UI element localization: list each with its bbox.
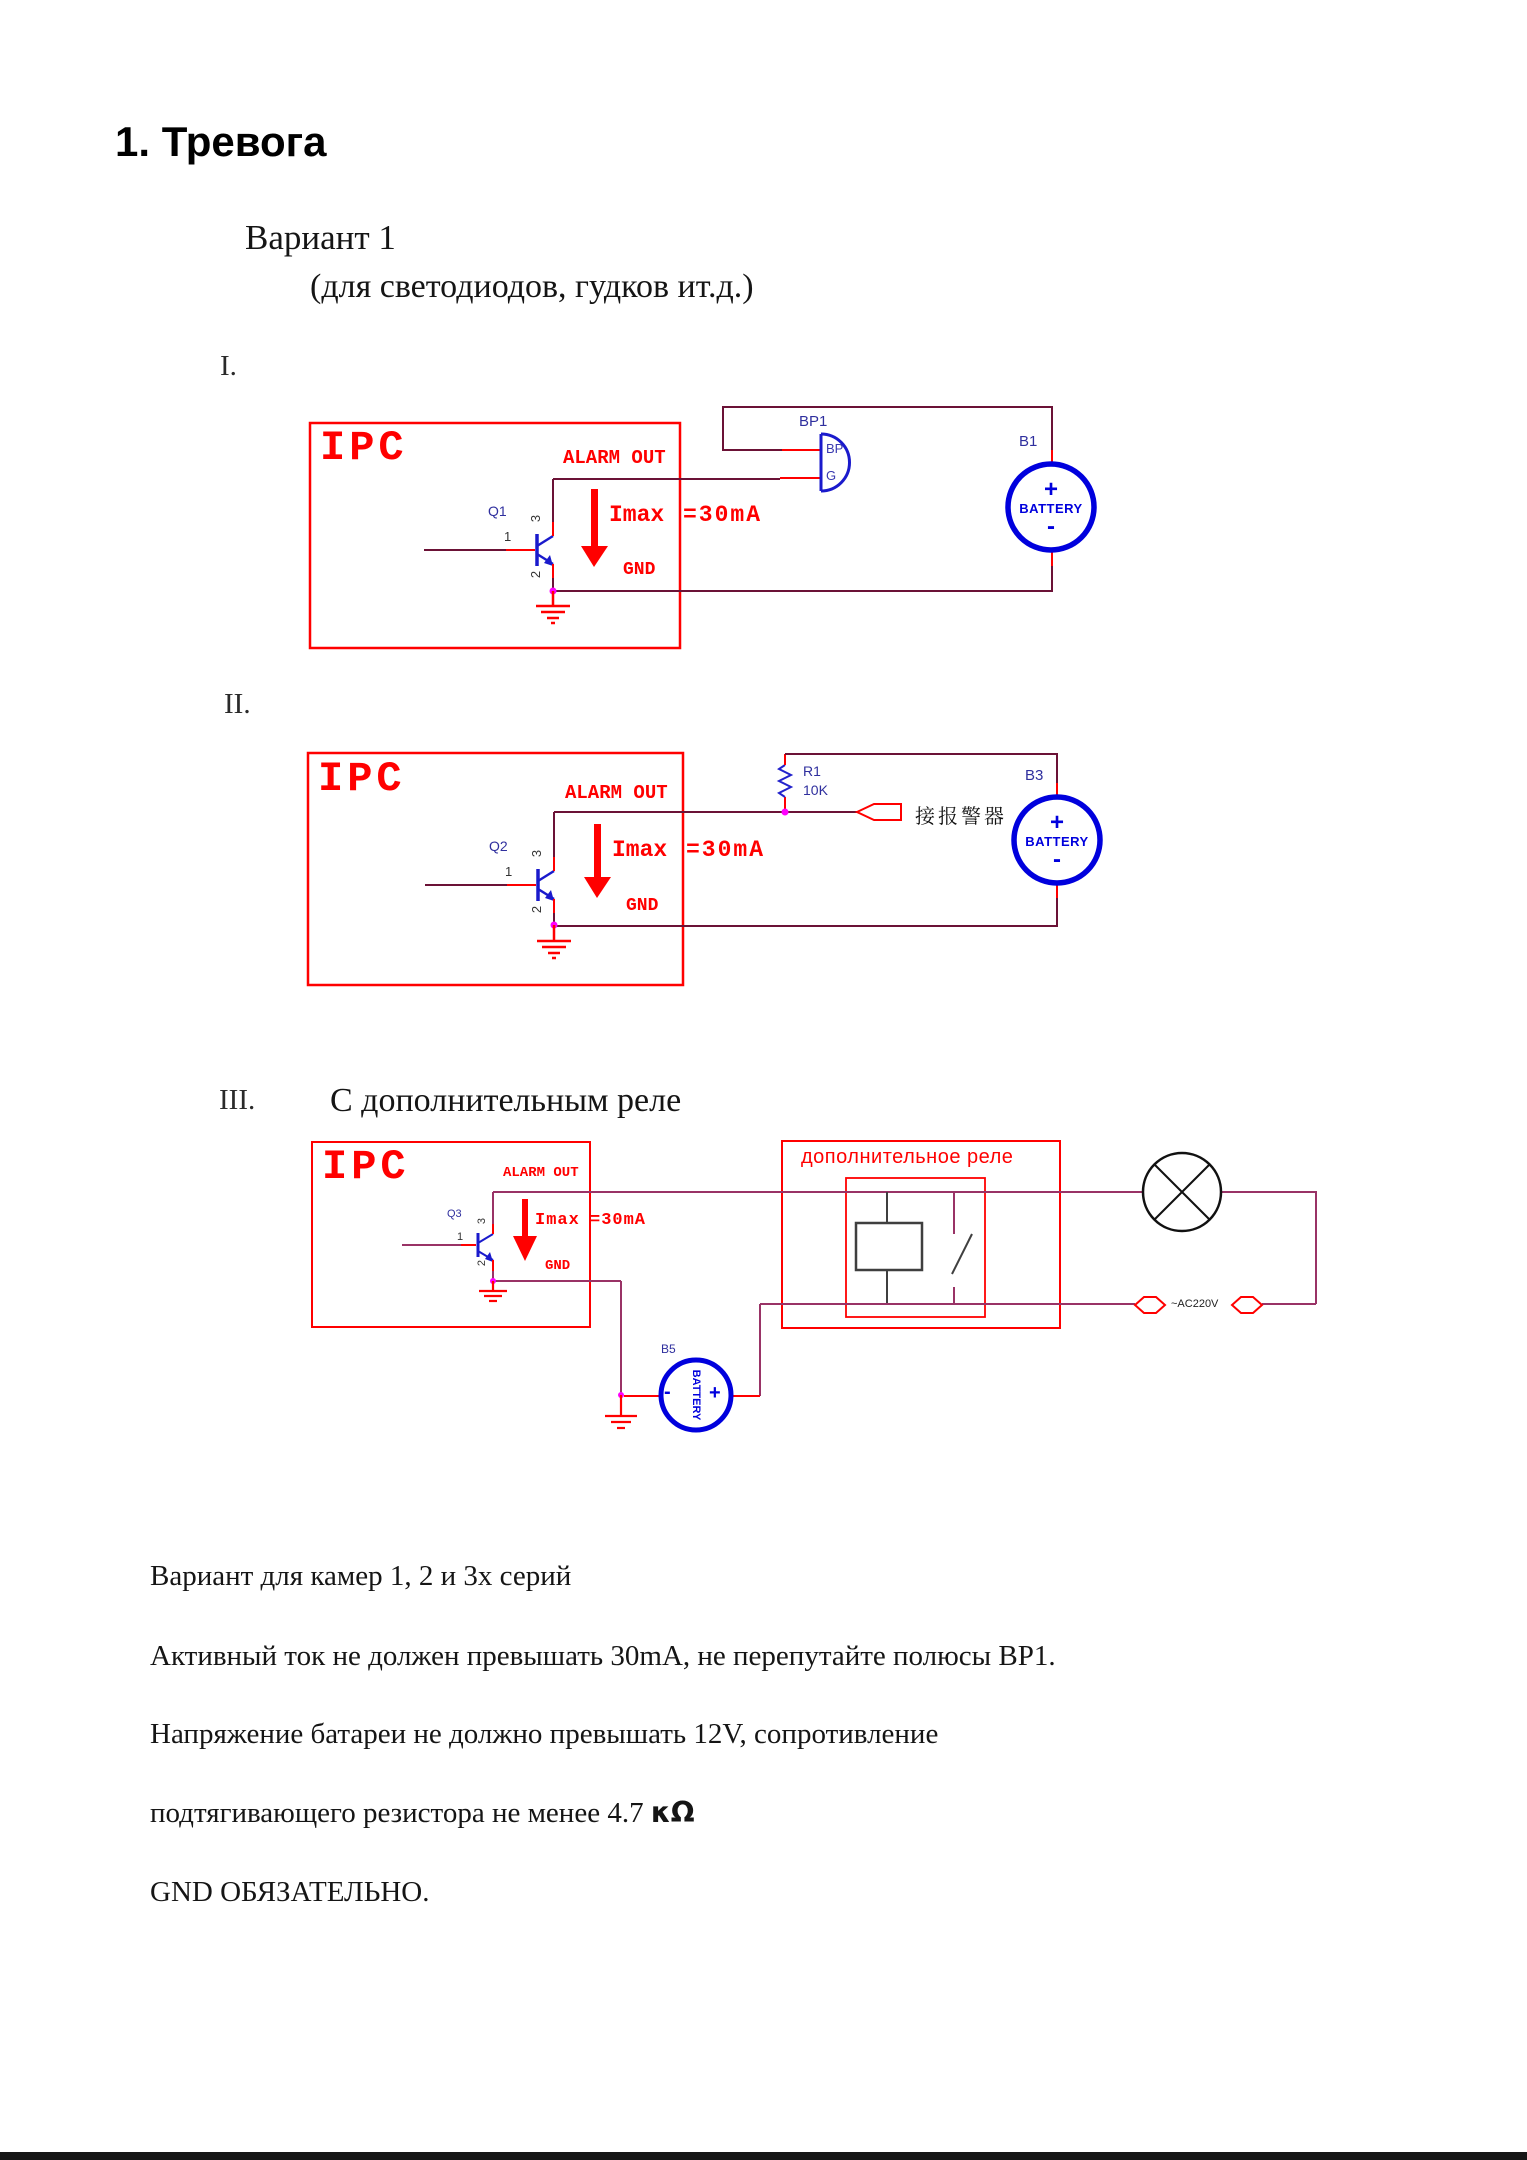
ipc-label: IPC bbox=[320, 424, 408, 472]
variant-title: Вариант 1 bbox=[245, 218, 396, 257]
ground-icon bbox=[536, 591, 570, 623]
battery-plus: + bbox=[1043, 476, 1058, 503]
transistor-ref: Q3 bbox=[447, 1208, 462, 1220]
page-bottom-edge bbox=[0, 2152, 1527, 2160]
alarm-out-label: ALARM OUT bbox=[565, 782, 668, 804]
variant-subtitle: (для светодиодов, гудков ит.д.) bbox=[310, 268, 754, 305]
imax-label: Imax bbox=[612, 837, 668, 863]
relay-switch-icon bbox=[952, 1192, 972, 1304]
transistor-ref: Q2 bbox=[489, 838, 508, 854]
battery-plus: + bbox=[1049, 809, 1064, 836]
battery-ref: B3 bbox=[1025, 767, 1044, 784]
battery-label: BATTERY bbox=[690, 1369, 702, 1421]
ac-terminal-icon bbox=[1135, 1297, 1165, 1313]
section3-label: III. bbox=[219, 1084, 256, 1116]
pin2-label: 2 bbox=[476, 1259, 489, 1267]
note-line-4 bbox=[150, 1796, 695, 1830]
lamp-icon bbox=[1143, 1153, 1221, 1231]
ipc-label: IPC bbox=[322, 1143, 410, 1191]
resistor-ref: R1 bbox=[803, 763, 821, 779]
battery-ref: B5 bbox=[661, 1342, 676, 1356]
transistor-ref: Q1 bbox=[488, 503, 507, 519]
junction-dot bbox=[782, 809, 789, 816]
pin2-label: 2 bbox=[529, 905, 545, 914]
resistor-icon bbox=[779, 754, 791, 812]
note-line-5: GND ОБЯЗАТЕЛЬНО. bbox=[150, 1876, 430, 1908]
transistor-q3 bbox=[402, 1192, 493, 1281]
ac-terminal-icon bbox=[1232, 1297, 1262, 1313]
battery-ref: B1 bbox=[1019, 433, 1038, 450]
alarm-device-label: 接报警器 bbox=[915, 804, 1007, 828]
pin1-label: 1 bbox=[504, 529, 512, 544]
battery-minus: - bbox=[664, 1381, 671, 1403]
section1-label: I. bbox=[220, 350, 237, 382]
pin1-label: 1 bbox=[457, 1231, 464, 1243]
buzzer-ref: BP1 bbox=[799, 413, 828, 430]
ac-voltage-label: ~AC220V bbox=[1171, 1298, 1219, 1310]
ground-icon bbox=[537, 925, 571, 958]
wire bbox=[1221, 1192, 1316, 1304]
alarm-out-label: ALARM OUT bbox=[503, 1165, 579, 1181]
battery-label: BATTERY bbox=[1019, 501, 1083, 516]
ipc-label: IPC bbox=[318, 755, 406, 803]
connector-flag-icon bbox=[857, 804, 901, 820]
resistor-value: 10K bbox=[803, 782, 828, 798]
current-arrow-icon bbox=[513, 1199, 537, 1261]
wire bbox=[785, 754, 1057, 783]
pin3-label: 3 bbox=[528, 514, 544, 523]
alarm-out-label: ALARM OUT bbox=[563, 447, 666, 469]
battery-minus: - bbox=[1047, 513, 1055, 540]
ground-icon bbox=[605, 1395, 637, 1428]
ground-icon bbox=[479, 1281, 507, 1301]
gnd-label: GND bbox=[623, 560, 656, 580]
battery-label: BATTERY bbox=[1025, 834, 1089, 849]
battery-minus: - bbox=[1053, 846, 1061, 873]
section3-title: С дополнительным реле bbox=[330, 1082, 682, 1119]
note-line-3: Напряжение батареи не должно превышать 12V, сопротивление bbox=[150, 1718, 939, 1750]
buzzer-pin-g: G bbox=[826, 468, 837, 483]
pin2-label: 2 bbox=[528, 570, 544, 579]
note-line-4-text: подтягивающего резистора не менее 4.7 bbox=[150, 1797, 651, 1829]
relay-title: дополнительное реле bbox=[801, 1146, 1014, 1168]
battery-face bbox=[1008, 464, 1094, 552]
imax-label: Imax bbox=[609, 502, 665, 528]
diagram2-circuit bbox=[308, 753, 1100, 985]
buzzer-pin-bp: BP bbox=[826, 441, 844, 456]
note-line-1: Вариант для камер 1, 2 и 3х серий bbox=[150, 1560, 572, 1592]
pin3-label: 3 bbox=[476, 1217, 489, 1225]
wire bbox=[723, 407, 1052, 450]
pin1-label: 1 bbox=[505, 864, 513, 879]
imax-label: Imax bbox=[535, 1211, 580, 1230]
relay-coil-icon bbox=[856, 1223, 922, 1270]
current-arrow-icon bbox=[581, 489, 608, 567]
battery-face bbox=[1014, 797, 1100, 885]
section2-label: II. bbox=[224, 688, 251, 720]
note-line-2: Активный ток не должен превышать 30mA, не перепутайте полюсы BP1. bbox=[150, 1640, 1056, 1672]
gnd-label: GND bbox=[545, 1258, 571, 1274]
gnd-label: GND bbox=[626, 896, 659, 916]
note-line-4-unit: κΩ bbox=[650, 1796, 695, 1829]
imax-value: =30mA bbox=[590, 1211, 647, 1230]
current-arrow-icon bbox=[584, 824, 611, 898]
imax-value: =30mA bbox=[683, 502, 763, 528]
imax-value: =30mA bbox=[686, 837, 766, 863]
battery-plus: + bbox=[709, 1382, 721, 1404]
pin3-label: 3 bbox=[529, 849, 545, 858]
diagram3-circuit bbox=[312, 1141, 1316, 1430]
page-title: 1. Тревога bbox=[115, 118, 327, 165]
